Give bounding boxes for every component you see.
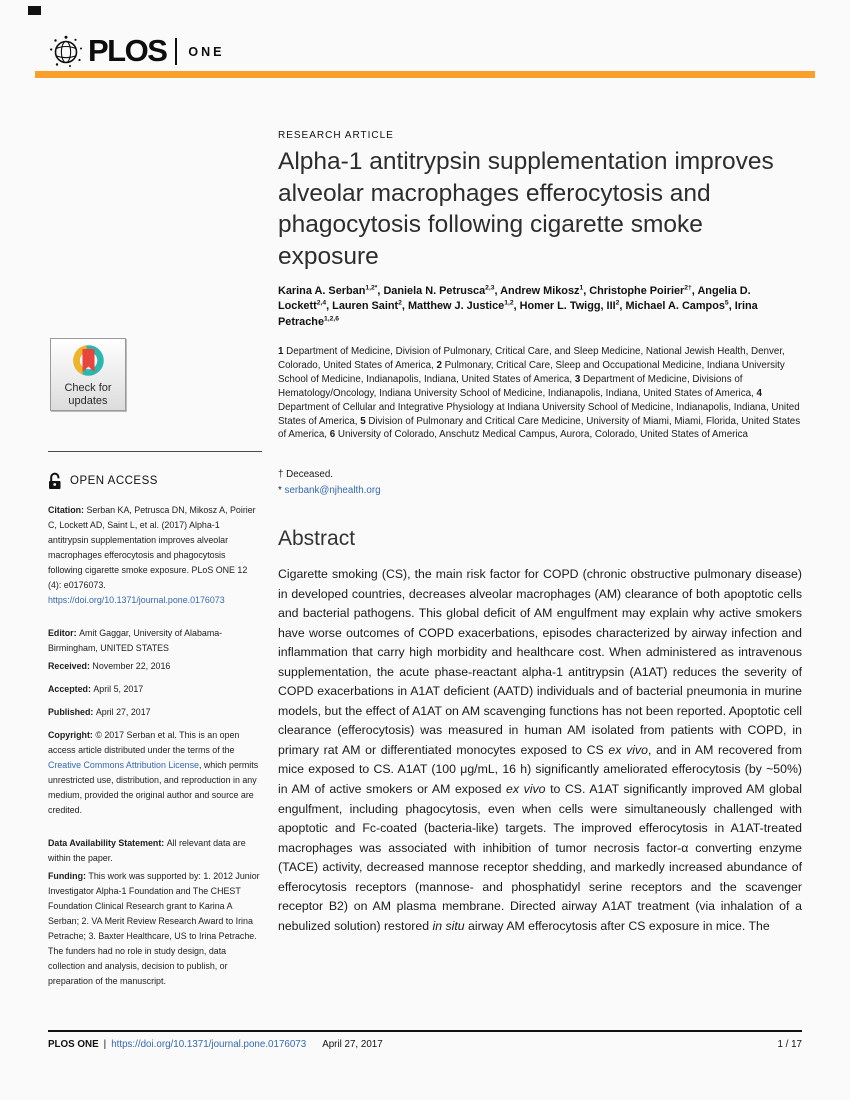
print-registration-mark: [28, 6, 41, 15]
copyright-block: Copyright: © 2017 Serban et al. This is an open access article distributed under the terms of the Creative Commons Attribution License, which permits unrestricted use, distribution, and reproduction in any medium, provided the original author and source are credited.: [48, 730, 259, 815]
journal-name: ONE: [188, 45, 225, 59]
text-link[interactable]: serbank@njhealth.org: [284, 485, 381, 496]
plos-globe-icon: [48, 33, 84, 69]
text-link[interactable]: https://doi.org/10.1371/journal.pone.0176073: [48, 595, 225, 605]
open-access-badge: [48, 472, 158, 490]
accepted-date: Accepted: April 5, 2017: [48, 684, 144, 694]
affiliation-list: 1 Department of Medicine, Division of Pulmonary, Critical Care, and Sleep Medicine, National Jewish Health, Denver, Colorado, United States of America, 2 Pulmonary, Critical Care, Sleep and Occupational Medicine, Indiana University School of Medicine, Indianapolis, Indiana, United States of America, 3 Department of Medicine, Divisions of Hematology/Oncology, Indiana University School of Medicine, Indianapolis, Indiana, United States of America, 4 Department of Cellular and Integrative Physiology at Indiana University School of Medicine, Indianapolis, Indiana, United States of America, 5 Division of Pulmonary and Critical Care Medicine, University of Miami, Miami, Florida, United States of America, 6 University of Colorado, Anschutz Medical Campus, Aurora, Colorado, United States of America: [278, 346, 801, 441]
check-for-updates-label: Check for updates: [64, 382, 112, 407]
footer-rule: [48, 1030, 802, 1032]
funding-block: Funding: This work was supported by: 1. 2012 Junior Investigator Alpha-1 Foundation and The CHEST Foundation Clinical Research grant to Karina A Serban; 2. VA Merit Review Research Award to Irina Petrache; 3. Baxter Healthcare, US to Irina Petrache. The funders had no role in study design, data collection and analysis, decision to publish, or preparation of the manuscript.: [48, 871, 260, 986]
data-availability-block: Data Availability Statement: All relevant data are within the paper.: [48, 838, 246, 863]
abstract-heading: Abstract: [278, 527, 356, 550]
plos-logo: [48, 33, 225, 69]
corresponding-author-email: * serbank@njhealth.org: [278, 485, 381, 496]
open-lock-icon: [48, 472, 63, 490]
footer-doi-link[interactable]: https://doi.org/10.1371/journal.pone.0176073: [111, 1039, 307, 1050]
header-accent-bar: [35, 71, 815, 78]
footer-separator: |: [103, 1039, 107, 1050]
page-footer: [48, 1039, 802, 1050]
deceased-note: † Deceased.: [278, 469, 334, 480]
plos-wordmark: PLOS: [88, 33, 167, 68]
text-link[interactable]: Creative Commons Attribution License: [48, 760, 199, 770]
abstract-text: Cigarette smoking (CS), the main risk factor for COPD (chronic obstructive pulmonary disease) in developed countries, decreases alveolar macrophages (AM) clearance of both apoptotic cells and bacterial pathogens. This global deficit of AM engulfment may explain why active smokers have worse outcomes of COPD exacerbations, episodes characterized by airway infection and inflammation that carry high morbidity and healthcare cost. When administered as intravenous supplementation, the acute phase-reactant alpha-1 antitrypsin (A1AT) reduces the severity of COPD exacerbations in A1AT deficient (AATD) individuals and of bacterial pneumonia in murine models, but the effect of A1AT on AM scavenging functions has not been reported. Apoptotic cell clearance (efferocytosis) was measured in human AM isolated from patients with COPD, in primary rat AM or differentiated monocytes exposed to CS ex vivo, and in AM recovered from mice exposed to CS. A1AT (100 μg/mL, 16 h) significantly ameliorated efferocytosis (by ~50%) in AM of active smokers or AM exposed ex vivo to CS. A1AT significantly improved AM global engulfment, including phagocytosis, even when cells were simultaneously challenged with apoptotic and Fc-coated (bacteria-like) targets. The improved efferocytosis in A1AT-treated macrophages was associated with inhibition of tumor necrosis factor-α converting enzyme (TACE) activity, decreased mannose receptor shedding, and markedly increased abundance of efferocytosis receptors (mannose- and phosphatidyl serine receptors and the scavenger receptor B2) on AM plasma membrane. Directed airway A1AT treatment (via inhalation of a nebulized solution) restored in situ airway AM efferocytosis after CS exposure in mice. The: [278, 567, 803, 933]
citation-block: Citation: Serban KA, Petrusca DN, Mikosz A, Poirier C, Lockett AD, Saint L, et al. (2017) Alpha-1 antitrypsin supplementation improves alveolar macrophages efferocytosis and phagocytosis following cigarette smoke exposure. PLoS ONE 12 (4): e0176073. https://doi.org/10.1371/journal.pone.0176073: [48, 505, 256, 605]
received-date: Received: November 22, 2016: [48, 661, 171, 671]
article-type-label: RESEARCH ARTICLE: [278, 130, 394, 141]
crossmark-icon: [70, 342, 107, 379]
published-date: Published: April 27, 2017: [48, 707, 151, 717]
author-list: Karina A. Serban$^{1,2*}$, Daniela N. Petrusca$^{2,3}$, Andrew Mikosz$^1$, Christophe Poirier$^{2\dagger}$, Angelia D. Lockett$^{2,4}$, Lauren Saint$^2$, Matthew J. Justice$^{1,2}$, Homer L. Twigg, III$^2$, Michael A. Campos$^5$, Irina Petrache$^{1,2,6}$: [278, 284, 758, 328]
open-access-label: OPEN ACCESS: [70, 475, 158, 487]
page-number: 1 / 17: [777, 1039, 802, 1050]
check-for-updates-button[interactable]: [50, 338, 126, 411]
article-title: Alpha-1 antitrypsin supplementation improves alveolar macrophages efferocytosis and phagocytosis following cigarette smoke exposure: [278, 148, 774, 270]
footer-date: April 27, 2017: [322, 1039, 383, 1050]
logo-divider: [175, 38, 177, 65]
sidebar-divider: [48, 451, 262, 452]
footer-journal-name: PLOS ONE: [48, 1039, 99, 1050]
editor-block: Editor: Amit Gaggar, University of Alabama-Birmingham, UNITED STATES: [48, 628, 223, 653]
